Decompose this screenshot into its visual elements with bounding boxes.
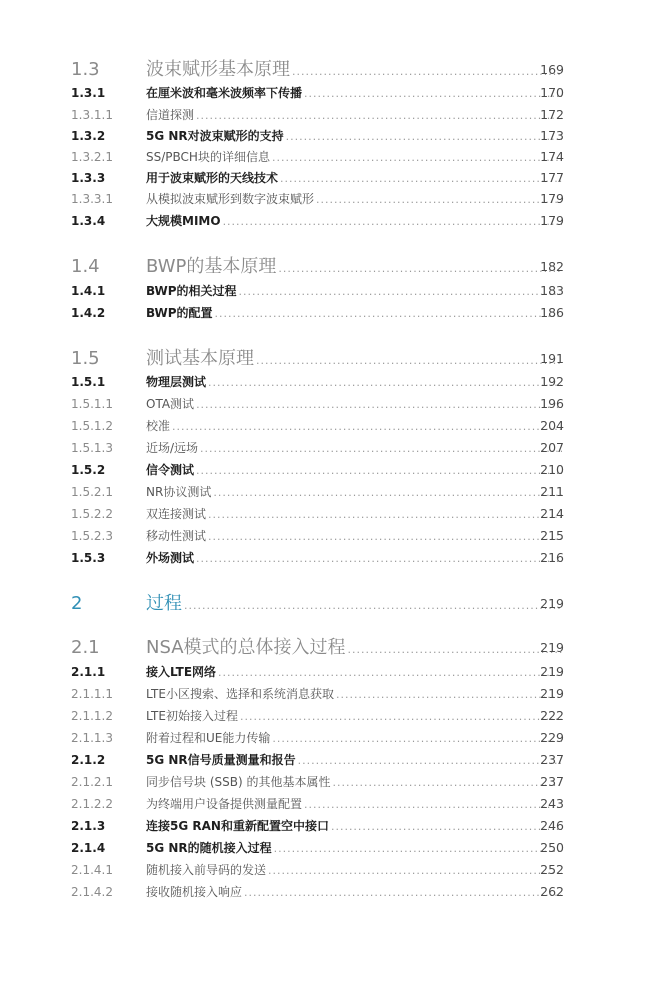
toc-number: 2.1.1.1 xyxy=(71,687,113,701)
toc-leader xyxy=(240,708,562,726)
toc-title: 外场测试 xyxy=(146,551,195,565)
toc-title: 大规模MIMO xyxy=(146,214,221,228)
toc-entry[interactable] xyxy=(0,282,663,300)
toc-leader xyxy=(304,796,562,814)
toc-number: 1.4.1 xyxy=(71,284,106,298)
toc-title: NR协议测试 xyxy=(146,485,212,499)
toc-number: 1.3.2 xyxy=(71,129,106,143)
toc-entry[interactable] xyxy=(0,439,663,457)
toc-title: 5G NR的随机接入过程 xyxy=(146,841,272,855)
toc-leader xyxy=(208,506,562,524)
toc-title: 接收随机接入响应 xyxy=(146,885,243,899)
toc-title: 接入LTE网络 xyxy=(146,665,217,679)
toc-entry[interactable] xyxy=(0,148,663,166)
toc-page: 204 xyxy=(540,418,564,433)
toc-entry[interactable] xyxy=(0,347,663,371)
toc-entry[interactable] xyxy=(0,707,663,725)
toc-number: 1.4 xyxy=(71,256,100,277)
toc-number: 1.3.3 xyxy=(71,171,106,185)
toc-page: 210 xyxy=(540,462,564,477)
toc-number: 1.5.1 xyxy=(71,375,106,389)
toc-page: 183 xyxy=(540,283,564,298)
toc-number: 1.5 xyxy=(71,348,100,369)
toc-title: 信令测试 xyxy=(146,463,195,477)
toc-entry[interactable] xyxy=(0,58,663,82)
toc-title: 物理层测试 xyxy=(146,375,207,389)
toc-leader xyxy=(286,128,562,146)
toc-leader xyxy=(208,374,562,392)
toc-page: 222 xyxy=(540,708,564,723)
toc-entry[interactable] xyxy=(0,861,663,879)
toc-page: 182 xyxy=(540,259,564,274)
toc-number: 1.3.3.1 xyxy=(71,192,113,206)
toc-page: 196 xyxy=(540,396,564,411)
toc-number: 1.4.2 xyxy=(71,306,106,320)
toc-page: 252 xyxy=(540,862,564,877)
toc-page: 237 xyxy=(540,752,564,767)
toc-entry[interactable] xyxy=(0,527,663,545)
toc-page: 191 xyxy=(540,351,564,366)
toc-title: 随机接入前导码的发送 xyxy=(146,863,267,877)
toc-leader xyxy=(208,528,562,546)
toc-title: 附着过程和UE能力传输 xyxy=(146,731,271,745)
toc-leader xyxy=(278,257,562,281)
toc-entry[interactable] xyxy=(0,212,663,230)
toc-title: SS/PBCH块的详细信息 xyxy=(146,150,270,164)
toc-number: 1.3.1.1 xyxy=(71,108,113,122)
toc-page: 169 xyxy=(540,62,564,77)
toc-leader xyxy=(218,664,562,682)
toc-leader xyxy=(256,349,562,373)
toc-number: 1.5.2.3 xyxy=(71,529,113,543)
toc-page: 172 xyxy=(540,107,564,122)
toc-number: 1.5.2 xyxy=(71,463,106,477)
toc-entry[interactable] xyxy=(0,190,663,208)
toc-entry[interactable] xyxy=(0,795,663,813)
toc-page: 229 xyxy=(540,730,564,745)
toc-leader xyxy=(272,149,562,167)
toc-entry[interactable] xyxy=(0,773,663,791)
toc-page: 262 xyxy=(540,884,564,899)
toc-leader xyxy=(200,440,562,458)
toc-entry[interactable] xyxy=(0,883,663,901)
toc-number: 1.5.2.1 xyxy=(71,485,113,499)
toc-leader xyxy=(331,818,562,836)
toc-page: 215 xyxy=(540,528,564,543)
toc-number: 1.3.1 xyxy=(71,86,106,100)
toc-entry[interactable] xyxy=(0,304,663,322)
toc-title: 用于波束赋形的天线技术 xyxy=(146,171,279,185)
toc-entry[interactable] xyxy=(0,106,663,124)
toc-number: 2.1.2.2 xyxy=(71,797,113,811)
toc-title: 在厘米波和毫米波频率下传播 xyxy=(146,86,303,100)
toc-page: 219 xyxy=(540,686,564,701)
toc-title: 为终端用户设备提供测量配置 xyxy=(146,797,303,811)
toc-leader xyxy=(336,686,562,704)
toc-number: 2.1.4 xyxy=(71,841,106,855)
toc-entry[interactable] xyxy=(0,663,663,681)
toc-number: 2 xyxy=(71,593,83,614)
toc-number: 2.1.4.1 xyxy=(71,863,113,877)
toc-number: 2.1.2.1 xyxy=(71,775,113,789)
toc-title: OTA测试 xyxy=(146,397,195,411)
toc-entry[interactable] xyxy=(0,373,663,391)
toc-entry[interactable] xyxy=(0,636,663,660)
toc-number: 2.1.3 xyxy=(71,819,106,833)
toc-page: 173 xyxy=(540,128,564,143)
toc-page: 192 xyxy=(540,374,564,389)
toc-leader xyxy=(332,774,562,792)
toc-page: 237 xyxy=(540,774,564,789)
toc-entry[interactable] xyxy=(0,751,663,769)
toc-page: 179 xyxy=(540,213,564,228)
toc-page: 214 xyxy=(540,506,564,521)
toc-leader xyxy=(239,283,562,301)
toc-page: 250 xyxy=(540,840,564,855)
toc-page: 207 xyxy=(540,440,564,455)
toc-number: 1.5.1.3 xyxy=(71,441,113,455)
toc-number: 1.3.2.1 xyxy=(71,150,113,164)
toc-page: 177 xyxy=(540,170,564,185)
toc-leader xyxy=(280,170,562,188)
toc-entry[interactable] xyxy=(0,417,663,435)
toc-entry[interactable] xyxy=(0,395,663,413)
toc-title: 过程 xyxy=(146,593,182,614)
toc-entry[interactable] xyxy=(0,729,663,747)
toc-leader xyxy=(272,730,562,748)
toc-entry[interactable] xyxy=(0,84,663,102)
toc-title: 校准 xyxy=(146,419,171,433)
toc-number: 1.5.1.2 xyxy=(71,419,113,433)
toc-page: 219 xyxy=(540,640,564,655)
toc-title: 双连接测试 xyxy=(146,507,207,521)
toc-leader xyxy=(213,484,562,502)
toc-page: 170 xyxy=(540,85,564,100)
toc-page: 211 xyxy=(540,484,564,499)
toc-title: BWP的基本原理 xyxy=(146,256,277,277)
toc-page: 219 xyxy=(540,664,564,679)
toc-number: 2.1.1.3 xyxy=(71,731,113,745)
toc-title: 5G NR信号质量测量和报告 xyxy=(146,753,296,767)
toc-number: 1.5.2.2 xyxy=(71,507,113,521)
toc-leader xyxy=(274,840,562,858)
toc-leader xyxy=(196,462,562,480)
toc-leader xyxy=(184,594,562,618)
toc-entry[interactable] xyxy=(0,839,663,857)
toc-leader xyxy=(268,862,562,880)
toc-entry[interactable] xyxy=(0,255,663,279)
toc-title: 测试基本原理 xyxy=(146,348,254,369)
toc-title: NSA模式的总体接入过程 xyxy=(146,637,346,658)
toc-entry[interactable] xyxy=(0,592,663,616)
toc-title: 近场/远场 xyxy=(146,441,199,455)
toc-page: 219 xyxy=(540,596,564,611)
toc-title: 5G NR对波束赋形的支持 xyxy=(146,129,284,143)
toc-entry[interactable] xyxy=(0,505,663,523)
toc-entry[interactable] xyxy=(0,169,663,187)
toc-entry[interactable] xyxy=(0,127,663,145)
toc-page: 216 xyxy=(540,550,564,565)
toc-title: LTE小区搜索、选择和系统消息获取 xyxy=(146,687,334,701)
toc-leader xyxy=(196,550,562,568)
toc-title: 同步信号块 (SSB) 的其他基本属性 xyxy=(146,775,331,789)
toc-title: 信道探测 xyxy=(146,108,195,122)
toc-leader xyxy=(316,191,562,209)
toc-entry[interactable] xyxy=(0,817,663,835)
toc-leader xyxy=(304,85,562,103)
toc-entry[interactable] xyxy=(0,483,663,501)
toc-title: 移动性测试 xyxy=(146,529,207,543)
toc-leader xyxy=(172,418,562,436)
toc-leader xyxy=(348,638,562,662)
toc-page: 174 xyxy=(540,149,564,164)
toc-title: BWP的配置 xyxy=(146,306,213,320)
toc-page: 179 xyxy=(540,191,564,206)
toc-page: 243 xyxy=(540,796,564,811)
toc-title: 从模拟波束赋形到数字波束赋形 xyxy=(146,192,315,206)
toc-title: 连接5G RAN和重新配置空中接口 xyxy=(146,819,329,833)
toc-entry[interactable] xyxy=(0,549,663,567)
toc-number: 2.1.1.2 xyxy=(71,709,113,723)
toc-leader xyxy=(223,213,562,231)
toc-title: LTE初始接入过程 xyxy=(146,709,238,723)
toc-number: 2.1.4.2 xyxy=(71,885,113,899)
toc-title: BWP的相关过程 xyxy=(146,284,237,298)
toc-number: 2.1 xyxy=(71,637,100,658)
toc-number: 1.3.4 xyxy=(71,214,106,228)
toc-number: 2.1.2 xyxy=(71,753,106,767)
toc-leader xyxy=(292,60,562,84)
toc-leader xyxy=(244,884,562,902)
toc-number: 2.1.1 xyxy=(71,665,106,679)
toc-leader xyxy=(215,305,562,323)
toc-leader xyxy=(196,396,562,414)
toc-number: 1.5.1.1 xyxy=(71,397,113,411)
toc-entry[interactable] xyxy=(0,685,663,703)
toc-number: 1.3 xyxy=(71,59,100,80)
toc-entry[interactable] xyxy=(0,461,663,479)
toc-page: 186 xyxy=(540,305,564,320)
toc-title: 波束赋形基本原理 xyxy=(146,59,290,80)
toc-leader xyxy=(298,752,562,770)
toc-page: 246 xyxy=(540,818,564,833)
toc-leader xyxy=(196,107,562,125)
toc-number: 1.5.3 xyxy=(71,551,106,565)
